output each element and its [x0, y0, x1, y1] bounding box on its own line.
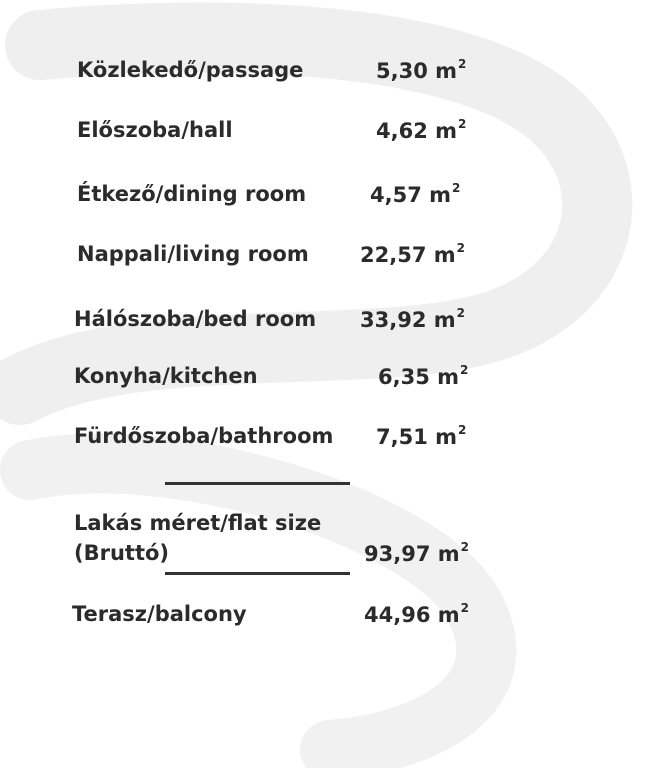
area-unit: $m^2$ — [433, 241, 465, 267]
area-unit: $m^2$ — [429, 181, 461, 207]
area-value: 6,35 — [378, 365, 430, 389]
area-value: 44,96 — [364, 603, 431, 627]
room-area — [378, 363, 469, 389]
room-area — [376, 117, 467, 143]
room-name: Előszoba/hall — [77, 118, 233, 142]
area-unit: $m^2$ — [433, 306, 465, 332]
flat-size-sublabel: (Bruttó) — [74, 541, 170, 565]
area-value: 22,57 — [360, 243, 427, 267]
room-name: Étkező/dining room — [77, 182, 307, 206]
area-unit: $m^2$ — [437, 601, 469, 627]
area-unit: $m^2$ — [437, 540, 469, 566]
area-unit: $m^2$ — [437, 363, 469, 389]
room-name: Közlekedő/passage — [77, 58, 304, 82]
flat-size-label: Lakás méret/flat size — [74, 511, 322, 535]
room-name: Fürdőszoba/bathroom — [74, 424, 334, 448]
area-unit: $m^2$ — [435, 423, 467, 449]
area-value: 4,62 — [376, 119, 428, 143]
balcony-name: Terasz/balcony — [72, 602, 247, 626]
area-value: 7,51 — [376, 425, 428, 449]
divider-line — [165, 482, 350, 485]
flat-size-area — [364, 540, 469, 566]
area-value: 5,30 — [376, 59, 428, 83]
room-area — [376, 57, 467, 83]
area-unit: $m^2$ — [435, 117, 467, 143]
room-area — [370, 181, 461, 207]
flat-size-underline — [165, 572, 350, 575]
room-area — [360, 306, 465, 332]
room-name: Nappali/living room — [77, 242, 309, 266]
area-value: 93,97 — [364, 542, 431, 566]
area-unit: $m^2$ — [435, 57, 467, 83]
balcony-area — [364, 601, 469, 627]
room-name: Hálószoba/bed room — [74, 307, 317, 331]
room-name: Konyha/kitchen — [74, 364, 258, 388]
area-value: 4,57 — [370, 183, 422, 207]
area-value: 33,92 — [360, 308, 427, 332]
room-area — [376, 423, 467, 449]
room-area — [360, 241, 465, 267]
